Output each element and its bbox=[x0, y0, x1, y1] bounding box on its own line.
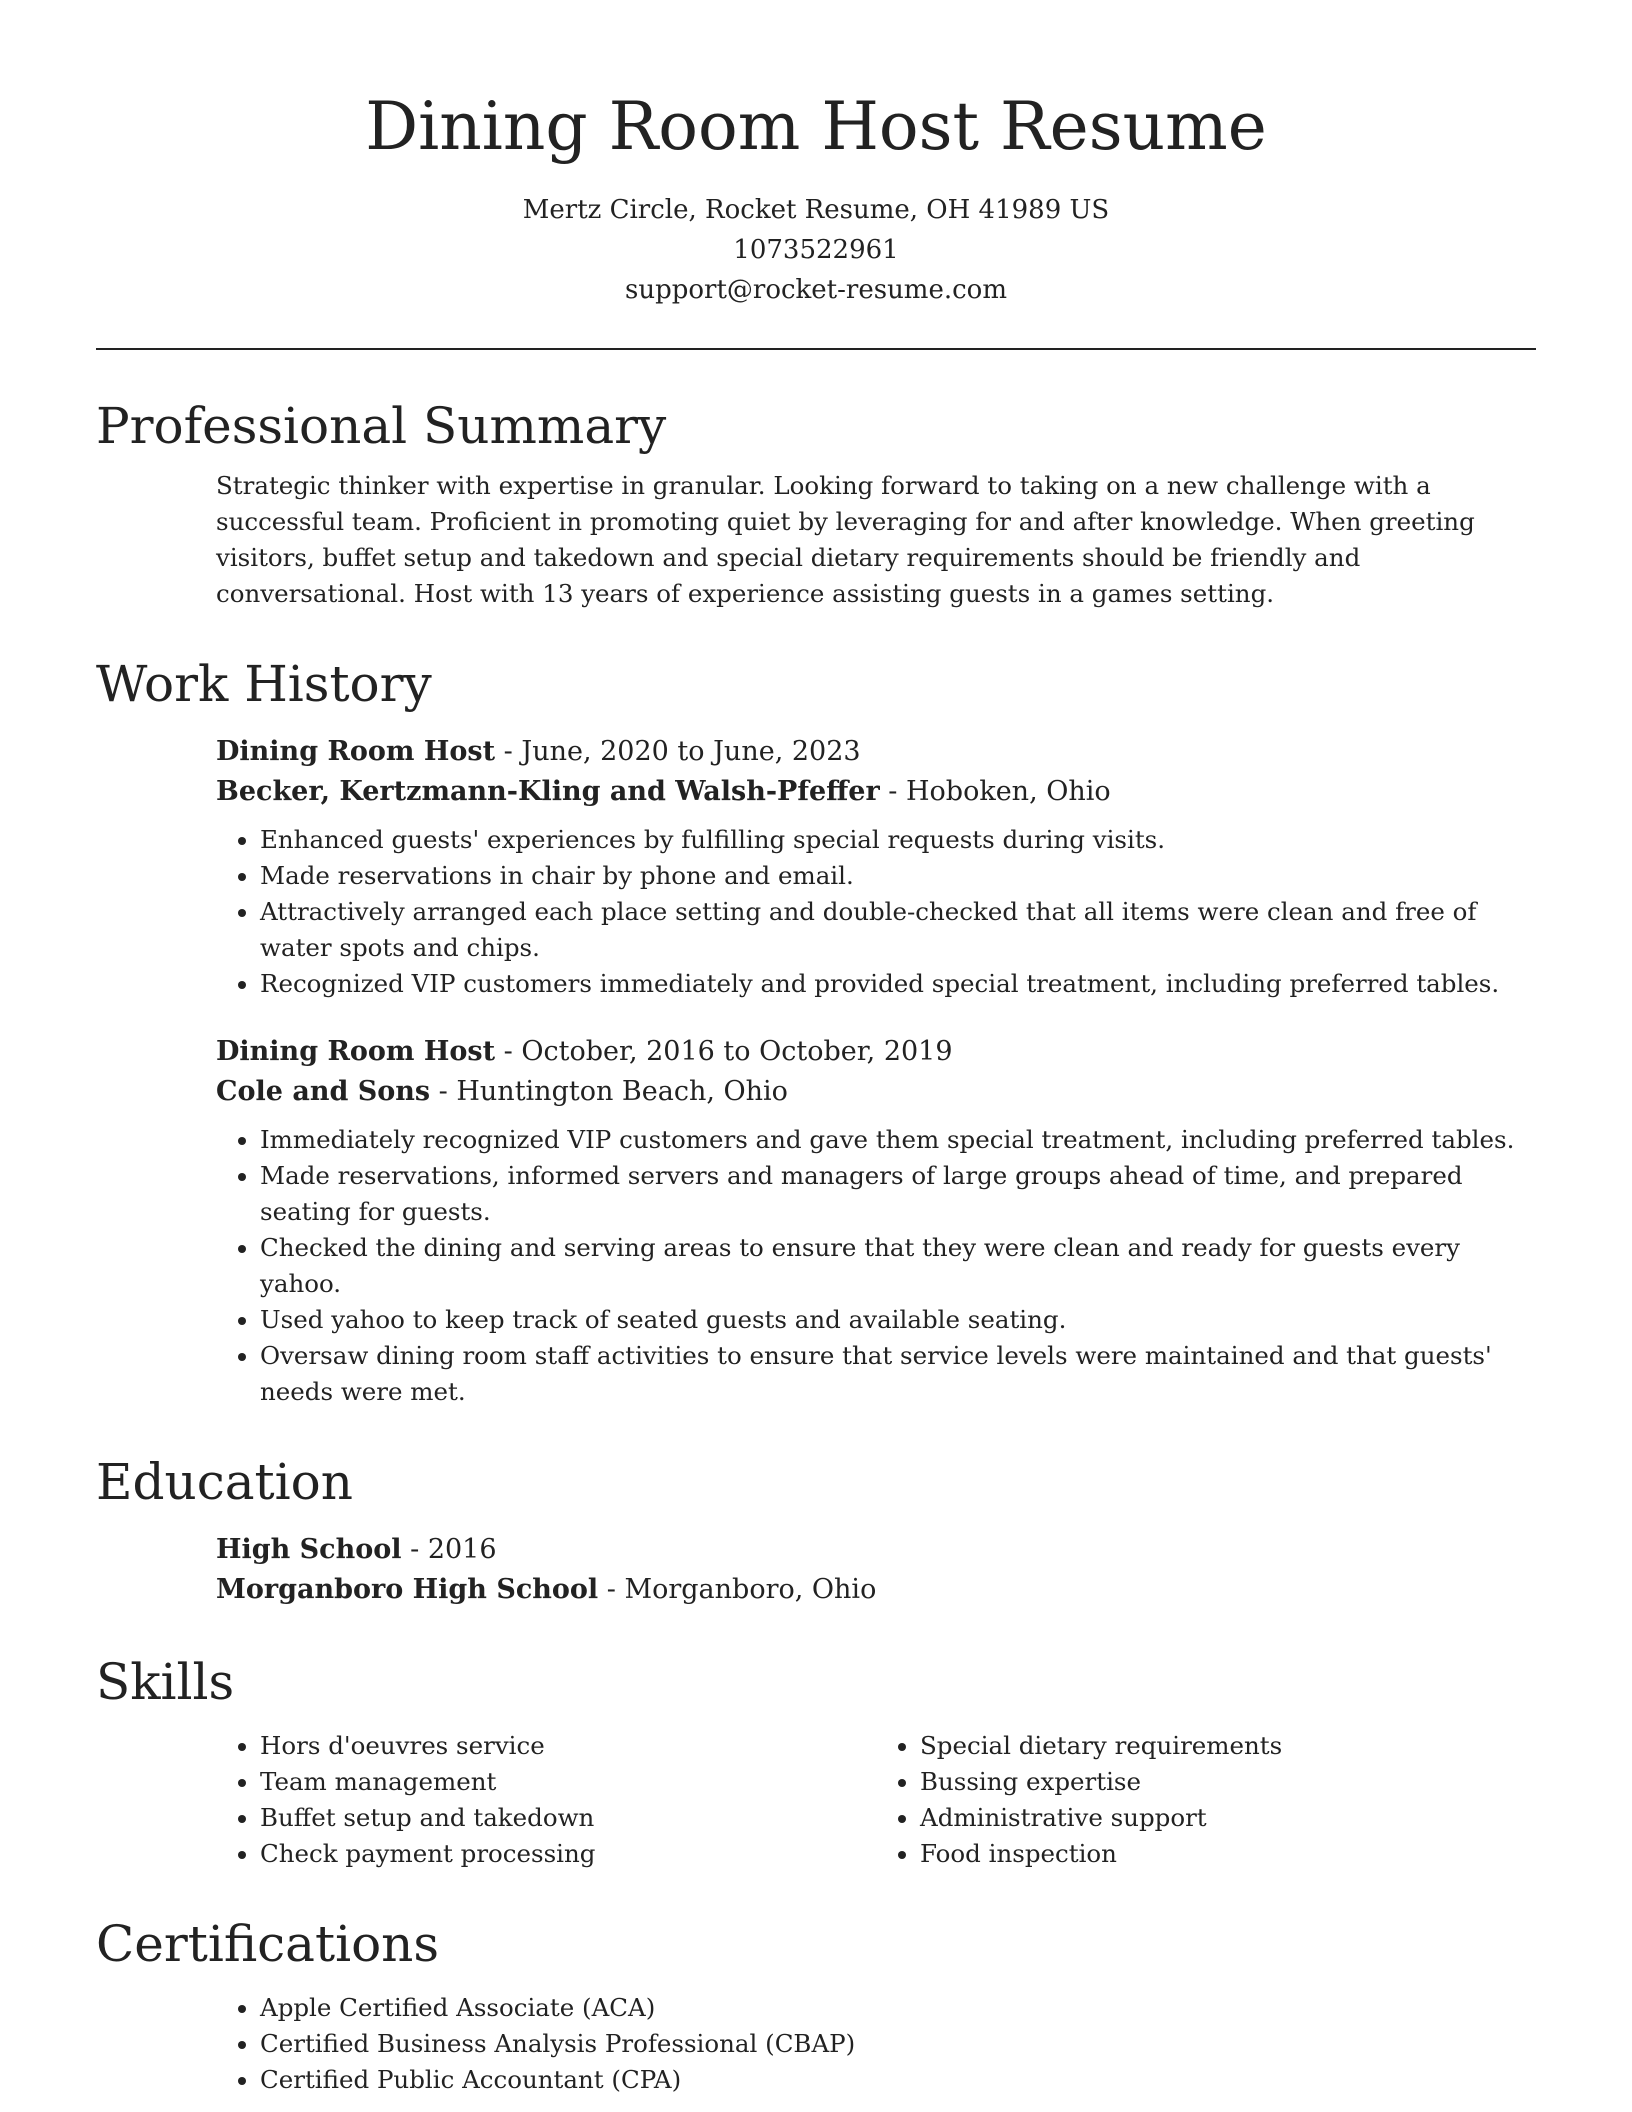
list-item: • Administrative support bbox=[920, 1800, 1536, 1836]
job-company-line bbox=[216, 1072, 1536, 1112]
list-item: • Bussing expertise bbox=[920, 1764, 1536, 1800]
job-dates: - June, 2020 to June, 2023 bbox=[495, 736, 861, 767]
job-company: Becker, Kertzmann-Kling and Walsh-Pfeffer bbox=[216, 776, 880, 807]
list-item: • Enhanced guests' experiences by fulfilling special requests during visits. bbox=[260, 822, 1536, 858]
education-entry bbox=[216, 1530, 1536, 1610]
list-item: • Recognized VIP customers immediately and provided special treatment, including preferred tables. bbox=[260, 966, 1536, 1002]
list-item: • Certified Business Analysis Professional (CBAP) bbox=[260, 2026, 1536, 2062]
section-heading: Skills bbox=[96, 1653, 235, 1711]
list-item: • Made reservations in chair by phone and email. bbox=[260, 858, 1536, 894]
job-title-line bbox=[216, 1032, 1536, 1072]
resume-title: Dining Room Host Resume bbox=[365, 88, 1267, 165]
list-item: • Attractively arranged each place setting and double-checked that all items were clean and free of water spots and chips. bbox=[260, 894, 1536, 966]
list-item: • Checked the dining and serving areas to ensure that they were clean and ready for guests every yahoo. bbox=[260, 1230, 1536, 1302]
list-item: • Special dietary requirements bbox=[920, 1728, 1536, 1764]
job-title-line bbox=[216, 732, 1536, 772]
job-title: Dining Room Host bbox=[216, 736, 496, 767]
education-year: - 2016 bbox=[401, 1534, 497, 1565]
list-item: • Used yahoo to keep track of seated guests and available seating. bbox=[260, 1302, 1536, 1338]
list-item: • Buffet setup and takedown bbox=[260, 1800, 876, 1836]
resume-header bbox=[96, 0, 1536, 310]
skills-list-left bbox=[216, 1728, 876, 1872]
education-section bbox=[96, 1450, 1536, 1610]
job-bullets bbox=[216, 822, 1536, 1002]
job-dates: - October, 2016 to October, 2019 bbox=[495, 1036, 953, 1067]
list-item: • Check payment processing bbox=[260, 1836, 876, 1872]
list-item: • Hors d'oeuvres service bbox=[260, 1728, 876, 1764]
skills-columns bbox=[216, 1728, 1536, 1872]
section-heading: Professional Summary bbox=[96, 397, 667, 455]
section-heading: Certifications bbox=[96, 1915, 440, 1973]
education-school-line bbox=[216, 1570, 1536, 1610]
list-item: • Apple Certified Associate (ACA) bbox=[260, 1990, 1536, 2026]
certifications-list bbox=[216, 1990, 1536, 2098]
job-location: - Huntington Beach, Ohio bbox=[430, 1076, 788, 1107]
skills-section bbox=[96, 1650, 1536, 1872]
contact-address: Mertz Circle, Rocket Resume, OH 41989 US bbox=[522, 195, 1110, 225]
job-entry bbox=[216, 732, 1536, 1002]
education-school: Morganboro High School bbox=[216, 1574, 599, 1605]
job-company-line bbox=[216, 772, 1536, 812]
list-item: • Oversaw dining room staff activities to ensure that service levels were maintained and that guests' needs were met. bbox=[260, 1338, 1536, 1410]
work-history-section bbox=[96, 652, 1536, 1410]
list-item: • Immediately recognized VIP customers and gave them special treatment, including preferred tables. bbox=[260, 1122, 1536, 1158]
job-location: - Hoboken, Ohio bbox=[879, 776, 1111, 807]
job-bullets bbox=[216, 1122, 1536, 1410]
job-entry bbox=[216, 1032, 1536, 1410]
contact-email: support@rocket-resume.com bbox=[624, 275, 1007, 305]
certifications-block bbox=[216, 1990, 1536, 2098]
education-location: - Morganboro, Ohio bbox=[598, 1574, 877, 1605]
list-item: • Food inspection bbox=[920, 1836, 1536, 1872]
education-degree: High School bbox=[216, 1534, 402, 1565]
section-heading: Work History bbox=[96, 655, 432, 713]
list-item: • Team management bbox=[260, 1764, 876, 1800]
list-item: • Certified Public Accountant (CPA) bbox=[260, 2062, 1536, 2098]
section-heading: Education bbox=[96, 1453, 353, 1511]
education-degree-line bbox=[216, 1530, 1536, 1570]
summary-text: Strategic thinker with expertise in granular. Looking forward to taking on a new challenge with a successful team. Proficient in promoting quiet by leveraging for and after knowledge. When greeting visitors, buffet setup and takedown and special dietary requirements should be friendly and conversational. Host with 13 years of experience assisting guests in a games setting. bbox=[216, 471, 1475, 608]
contact-block bbox=[96, 190, 1536, 310]
skills-list-right bbox=[876, 1728, 1536, 1872]
header-divider bbox=[96, 348, 1536, 350]
job-company: Cole and Sons bbox=[216, 1076, 431, 1107]
certifications-section bbox=[96, 1912, 1536, 2098]
contact-phone: 1073522961 bbox=[733, 235, 899, 265]
list-item: • Made reservations, informed servers and managers of large groups ahead of time, and prepared seating for guests. bbox=[260, 1158, 1536, 1230]
professional-summary-section bbox=[96, 394, 1536, 612]
job-title: Dining Room Host bbox=[216, 1036, 496, 1067]
